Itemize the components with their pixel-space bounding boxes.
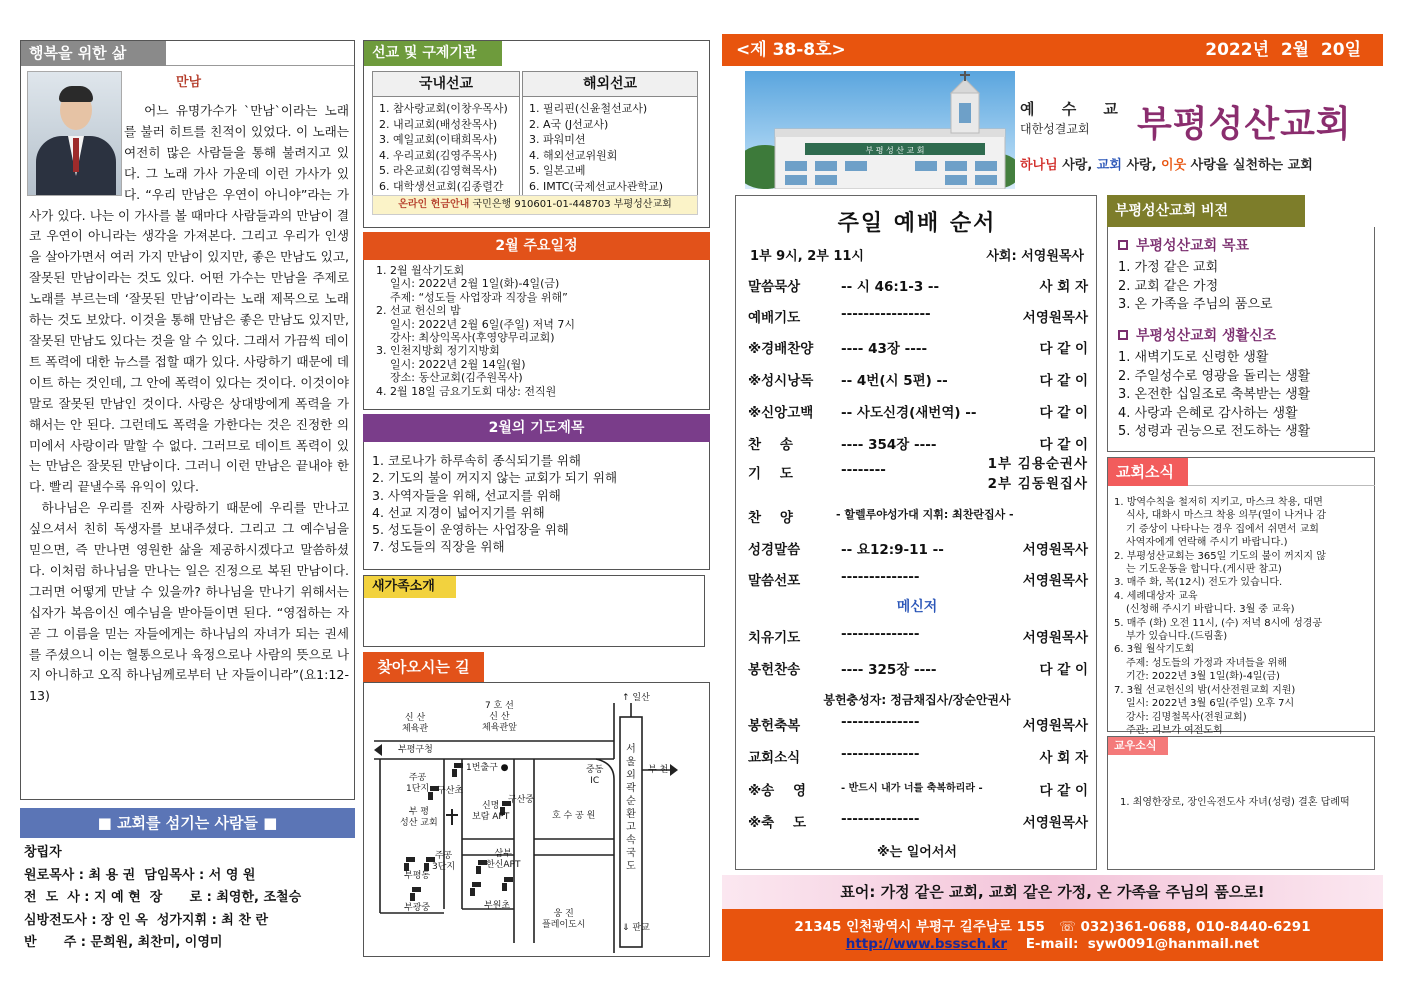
worship-item-name: ※축 도 xyxy=(748,815,807,831)
schedule-line: 일시: 2022년 2월 6일(주일) 저녁 7시 xyxy=(390,317,576,331)
worship-item-name: ※성시낭독 xyxy=(748,373,814,389)
vision-goal: 2. 교회 같은 가정 xyxy=(1118,278,1219,294)
church-building-photo xyxy=(745,71,1015,189)
issue-number: <제 38-8호> xyxy=(736,40,846,60)
church-name: 부평성산교회 xyxy=(1137,104,1352,145)
prayer-title: 2월의 기도제목 xyxy=(363,414,710,442)
church-news-line: 1. 방역수칙을 철저히 지키고, 마스크 착용, 대면 xyxy=(1114,497,1323,508)
motto-part: 사랑을 실천하는 교회 xyxy=(1186,158,1313,173)
worship-item-detail: -------------- xyxy=(841,714,920,730)
vision-creed: 4. 사랑과 은혜로 감사하는 생활 xyxy=(1118,405,1298,421)
map-label: 부 천 xyxy=(648,765,669,775)
vision-creed-title: 부평성산교회 생활신조 xyxy=(1118,325,1276,345)
map-label: 부평구청 xyxy=(398,745,433,755)
church-news-line: 6. 3월 월삭기도회 xyxy=(1114,644,1195,656)
motto-part: 교회 xyxy=(1096,158,1122,173)
worship-item-detail: ---- 354장 ---- xyxy=(841,437,937,453)
footer xyxy=(722,909,1383,961)
worship-item-name: 예배기도 xyxy=(748,310,801,326)
worship-item-leader: 사 회 자 xyxy=(1039,279,1088,295)
church-news-line: (신청해 주시기 바랍니다. 3월 중 교육) xyxy=(1126,604,1295,616)
schedule-title: 2월 주요일정 xyxy=(363,232,710,260)
prayer-item: 3. 사역자들을 위해, 선교지를 위해 xyxy=(372,487,561,503)
issue-bar xyxy=(722,34,1383,66)
worship-item-name: 봉헌축복 xyxy=(748,718,801,734)
mission-item: 6. IMTC(국제선교사관학교) xyxy=(529,179,664,193)
worship-item-leader: 서영원목사 xyxy=(1022,815,1088,831)
denomination-line1: 예 수 교 xyxy=(1020,100,1129,118)
worship-item-detail: ---------------- xyxy=(841,306,931,322)
worship-item-detail: ---- 325장 ---- xyxy=(841,662,937,678)
worship-item-leader: 다 같 이 xyxy=(1039,437,1088,453)
essay-paragraph: 하나님은 우리를 진짜 사랑하기 때문에 우리를 만나고 싶으셔서 친히 독생자를 보내주셨다. 그리고 그 예수님을 믿으면, 즉 만나면 영원한 삶을 제공하시겠다고 말씀하셨다. 이처럼 하나님을 만나는 일은 진정으로 복된 만남이다. 그러면 어떻게 만날 수 있을까? 하나님을 만나기 위해서는 십자가 복음이신 예수님을 받아들이면 된다. “영접하는 자 곧 그 이름을 믿는 자들에게는 하나님의 자녀가 되는 권세를 주셨으니 이는 혈통으로나 육정으로나 사람의 뜻으로 나지 아니하고 오직 하나님께로부터 난 자들이니라”(요1:12-13) xyxy=(29,500,349,704)
mission-item: 5. 라온교회(김영혁목사) xyxy=(379,164,498,177)
church-news-line: 3. 매주 화, 목(12시) 전도가 있습니다. xyxy=(1114,577,1283,589)
map-label: 부평동 xyxy=(404,871,431,881)
worship-item-leader: 1부 김용순권사 2부 김동원집사 xyxy=(987,456,1088,492)
new-family-title: 새가족소개 xyxy=(364,576,456,598)
vision-creed: 5. 성령과 권능으로 전도하는 생활 xyxy=(1118,424,1311,439)
map-label: 웅 진 플레이도시 xyxy=(542,909,586,930)
mission-item: 1. 필리핀(신윤철선교사) xyxy=(529,102,648,115)
member-news-item: 1. 최영한장로, 장인옥전도사 자녀(성령) 결혼 답례떡 xyxy=(1120,797,1350,808)
mission-section xyxy=(363,40,710,228)
prayer-item: 7. 성도들의 직장을 위해 xyxy=(372,539,505,555)
map-label: 부 평 성산 교회 xyxy=(400,807,438,828)
motto-part: 이웃 xyxy=(1161,158,1187,173)
worship-item-detail: -- 4번(시 5편) -- xyxy=(841,373,948,389)
church-news-line: 주제: 성도들의 가정과 자녀들을 위해 xyxy=(1126,657,1287,669)
worship-item-detail: -------- xyxy=(841,462,886,478)
mission-item: 1. 참사랑교회(이창우목사) xyxy=(379,102,508,115)
motto-part: 사랑, xyxy=(1057,158,1097,173)
worship-item-detail: -- 시 46:1-3 -- xyxy=(841,279,940,295)
mission-domestic-title: 국내선교 xyxy=(373,72,519,97)
map-label: 호 수 공 원 xyxy=(552,811,596,821)
standing-note: ※는 일어서서 xyxy=(877,845,957,860)
worship-item-detail: -- 사도신경(새번역) -- xyxy=(841,405,977,421)
map-label: 1번출구 ● xyxy=(466,763,509,773)
offering-servers: 봉헌충성자: 정금채집사/장순안권사 xyxy=(823,693,1011,707)
worship-item-leader: 서영원목사 xyxy=(1022,310,1088,326)
church-news-line: 2. 부평성산교회는 365일 기도의 불이 꺼지지 않 xyxy=(1114,550,1326,562)
map-label-highway: 서울외곽순환고속국도 xyxy=(626,744,636,872)
church-news-line: 사역자에게 연락해 주시기 바랍니다.) xyxy=(1126,537,1288,549)
worship-item-name: 말씀선포 xyxy=(748,573,801,589)
worship-item-name: 교회소식 xyxy=(748,750,801,766)
map-label: 7 호 선 신 산 체육관앞 xyxy=(482,701,517,733)
issue-date: 2022년 2월 20일 xyxy=(1205,40,1361,60)
worship-times: 1부 9시, 2부 11시 xyxy=(750,249,864,264)
church-news-line: 일시: 2022년 3월 6일(주일) 오후 7시 xyxy=(1126,698,1295,710)
directions-title: 찾아오시는 길 xyxy=(363,652,484,682)
vision-goal: 3. 온 가족을 주님의 품으로 xyxy=(1118,297,1273,312)
map-label: 부광중 xyxy=(404,903,431,913)
worship-item-name: ※송 영 xyxy=(748,783,807,799)
essay-title-rule xyxy=(166,41,355,66)
worship-item-name: 찬 양 xyxy=(748,510,793,526)
mission-title: 선교 및 구제기관 xyxy=(364,41,502,66)
church-news-line: 4. 세례대상자 교육 xyxy=(1114,590,1198,602)
mission-item: 4. 우리교회(김영주목사) xyxy=(379,148,498,162)
schedule-list xyxy=(363,260,710,410)
schedule-line: 장소: 동산교회(김주원목사) xyxy=(390,371,523,385)
worship-item-name: 기 도 xyxy=(748,466,793,482)
vision-creed-list xyxy=(1118,349,1310,442)
essay-subtitle: 만남 xyxy=(175,75,202,90)
online-offering-label: 온라인 헌금안내 xyxy=(398,199,470,210)
worship-item-detail: -------------- xyxy=(841,811,920,827)
essay-paragraph: 어느 유명가수가 `만남`이라는 노래를 불러 히트를 친적이 있었다. 이 노래는 여전히 많은 사람들을 통해 불려지고 있다. 그 노래 가사 가운데 이런 가사가 있다. “우리 만남은 우연이 아니야”라는 가사가 있다. 나는 이 가사를 볼 때마다 사람들과의 만남이 결코 우연이 아니라는 생각을 가져본다. 그리고 우리가 인생을 살아가면서 여러 가지 만남이 있지만, 좋은 만남도 있고, 잘못된 만남이라는 것도 있다. 어떤 가수는 만남을 주제로 노래를 부르는데 ‘잘못된 만남’이라는 노래 제목으로 노래하는 것도 보았다. 이것을 통해 만남은 좋은 만남도 있지만, 잘못된 만남도 있다는 것을 알 수 있다. 그래서 가끔씩 데이트 폭력에 대한 뉴스를 접할 때가 있다. 사랑하기 때문에 데이트 하는 것인데, 그 안에 폭력이 있다는 것이다. 이것이야 말로 잘못된 만남인 것이다. 사랑은 상대방에게 폭력을 가해서는 안 된다. 그런데도 폭력을 가한다는 것은 진정한 의미에서 사랑이라 말할 수 없다. 그러므로 데이트 폭력이 있는 만남은 잘못된 만남이다. 그러니 이런 만남은 끝내야 한다. 빨리 끝낼수록 유익이 있다. xyxy=(29,103,349,495)
worship-title: 주일 예배 순서 xyxy=(837,211,997,236)
map-label: 신 산 체육관 xyxy=(402,713,429,734)
church-news-section xyxy=(1107,457,1375,736)
worship-item-name: 봉헌찬송 xyxy=(748,662,801,678)
worship-item-leader: 다 같 이 xyxy=(1039,783,1088,799)
schedule-line: 일시: 2022년 2월 1일(화)-4일(금) xyxy=(390,277,560,291)
new-family-section xyxy=(363,575,705,647)
church-news-line: 주관: 리브가 여전도회 xyxy=(1126,724,1223,736)
worship-item-leader: 서영원목사 xyxy=(1022,630,1088,646)
mission-item: 2. 내리교회(배성찬목사) xyxy=(379,117,498,131)
footer-links xyxy=(722,936,1383,952)
motto-part: 사랑, xyxy=(1121,158,1162,173)
email-address: E-mail: syw0091@hanmail.net xyxy=(1025,936,1260,952)
worship-item-leader: 서영원목사 xyxy=(1022,573,1088,589)
mission-item: 2. A국 (J선교사) xyxy=(529,117,609,131)
vision-creed: 1. 새벽기도로 신령한 생활 xyxy=(1118,350,1269,365)
online-offering-account: 국민은행 910601-01-448703 부평성산교회 xyxy=(472,199,672,210)
essay-body xyxy=(29,101,349,707)
worship-item-detail: - 할렐루야성가대 지휘: 최찬란집사 - xyxy=(836,508,1014,521)
map-label: 주공 1단지 xyxy=(406,773,430,794)
schedule-line: 일시: 2022년 2월 14일(월) xyxy=(390,357,526,371)
schedule-line: 3. 인천지방회 정기지방회 xyxy=(376,344,500,358)
worship-order xyxy=(735,195,1097,870)
online-offering-info xyxy=(372,195,698,215)
vision-goal: 1. 가정 같은 교회 xyxy=(1118,260,1219,275)
map-label: 중동 IC xyxy=(586,765,604,786)
church-news-line: 강사: 김명철목사(전원교회) xyxy=(1126,711,1247,723)
worship-item-leader: 서영원목사 xyxy=(1022,718,1088,734)
map-label: 신명 보람 APT xyxy=(472,801,510,822)
map-label: ↑ 일산 xyxy=(622,693,650,703)
worship-presider: 사회: 서영원목사 xyxy=(986,249,1084,264)
vision-creed: 3. 온전한 십일조로 축복받는 생활 xyxy=(1118,387,1311,402)
church-news-line: 기간: 2022년 3월 1일(화)-4일(금) xyxy=(1126,671,1280,683)
map-label: 주공 3단지 xyxy=(432,851,456,872)
worship-item-detail: -- 요12:9-11 -- xyxy=(841,542,944,558)
worship-item-leader: 사 회 자 xyxy=(1039,750,1088,766)
church-news-line: 는 기도운동을 합니다.(게시판 참고) xyxy=(1126,564,1282,576)
schedule-line: 1. 2월 월삭기도회 xyxy=(376,264,465,277)
mission-domestic xyxy=(372,71,520,215)
church-news-line: 5. 매주 (화) 오전 11시, (수) 저녁 8시에 성경공 xyxy=(1114,617,1323,629)
essay-section-title: 행복을 위한 삶 xyxy=(21,41,166,66)
church-slogan: 표어: 가정 같은 교회, 교회 같은 가정, 온 가족을 주님의 품으로! xyxy=(722,875,1383,909)
church-news-line: 식사, 대화시 마스크 착용 의무(열이 나거나 감 xyxy=(1126,510,1327,522)
prayer-item: 1. 코로나가 하루속히 종식되기를 위해 xyxy=(372,453,581,468)
worship-item-detail: -------------- xyxy=(841,746,920,762)
worship-item-name: ※경배찬양 xyxy=(748,341,814,357)
prayer-item: 4. 선교 지경이 넓어지기를 위해 xyxy=(372,504,545,520)
worship-item-leader: 서영원목사 xyxy=(1022,542,1088,558)
mission-item: 5. 일본고베 xyxy=(529,164,586,177)
footer-address: 21345 인천광역시 부평구 길주남로 155 ☏ 032)361-0688, 010-8440-6291 xyxy=(794,919,1311,935)
vision-section xyxy=(1107,227,1375,452)
prayer-list xyxy=(363,442,710,570)
servants-line: 심방전도사 : 장 인 옥 성가지휘 : 최 찬 란 xyxy=(24,912,269,928)
worship-item-name: 치유기도 xyxy=(748,630,801,646)
map-label: ⇓ 판교 xyxy=(622,923,650,933)
schedule-line: 강사: 최상익목사(후영양무리교회) xyxy=(390,331,555,345)
schedule-line: 주제: “성도들 사업장과 직장을 위해” xyxy=(390,290,568,304)
essay-section xyxy=(20,40,355,800)
church-motto xyxy=(1020,154,1313,173)
servants-line: 전 도 사 : 지 예 현 장 로 : 최영한, 조철승 xyxy=(24,890,302,905)
church-building-illustration xyxy=(745,71,1015,189)
servants-title: ■ 교회를 섬기는 사람들 ■ xyxy=(20,808,355,838)
denomination-line2: 대한성결교회 xyxy=(1020,122,1090,136)
vision-goal-list xyxy=(1118,259,1273,315)
website-link[interactable]: http://www.bsssch.kr xyxy=(845,936,1007,952)
member-news-section xyxy=(1107,736,1375,870)
servants-list xyxy=(24,842,354,955)
messenger-label: 메신저 xyxy=(896,599,938,615)
vision-title: 부평성산교회 비전 xyxy=(1107,195,1305,227)
mission-item: 3. 파워미션 xyxy=(529,133,586,146)
worship-item-detail: -------------- xyxy=(841,569,920,585)
servants-line: 창립자 xyxy=(24,845,62,860)
directions-map xyxy=(363,682,710,957)
map-label: 구산초 xyxy=(437,786,464,796)
church-news-line: 7. 3월 선교헌신의 밤(서산전원교회 지원) xyxy=(1114,684,1296,696)
worship-item-name: ※신앙고백 xyxy=(748,405,814,421)
prayer-item: 2. 기도의 불이 꺼지지 않는 교회가 되기 위해 xyxy=(372,470,618,486)
worship-item-name: 찬 송 xyxy=(748,437,793,453)
worship-item-name: 말씀묵상 xyxy=(748,279,801,295)
servants-line: 반 주 : 문희원, 최찬미, 이영미 xyxy=(24,935,223,950)
schedule-line: 4. 2월 18일 금요기도회 대상: 전직원 xyxy=(376,384,557,398)
mission-overseas-title: 해외선교 xyxy=(523,72,697,97)
worship-item-detail: -------------- xyxy=(841,626,920,642)
mission-item: 4. 해외선교위원회 xyxy=(529,148,618,162)
motto-part: 하나님 xyxy=(1020,158,1058,173)
church-news-list xyxy=(1114,496,1372,737)
map-label: 구산중 xyxy=(508,795,535,805)
vision-goal-title: 부평성산교회 목표 xyxy=(1118,235,1249,255)
map-label: 부원초 xyxy=(484,901,511,911)
prayer-item: 5. 성도들이 운영하는 사업장을 위해 xyxy=(372,522,569,538)
schedule-line: 2. 선교 헌신의 밤 xyxy=(376,304,461,318)
church-news-title: 교회소식 xyxy=(1108,458,1188,486)
worship-item-leader: 다 같 이 xyxy=(1039,373,1088,389)
member-news-title: 교우소식 xyxy=(1108,737,1168,755)
worship-item-detail: ---- 43장 ---- xyxy=(841,341,928,357)
mission-item: 6. 대학생선교회(김종렬간 xyxy=(379,179,504,193)
church-news-line: 부가 있습니다.(드림홀) xyxy=(1126,631,1228,643)
worship-item-leader: 다 같 이 xyxy=(1039,662,1088,678)
mission-item: 3. 예일교회(이태희목사) xyxy=(379,133,498,146)
vision-creed: 2. 주일성수로 영광을 돌리는 생활 xyxy=(1118,368,1311,384)
worship-item-leader: 다 같 이 xyxy=(1039,341,1088,357)
servants-line: 원로목사 : 최 용 권 담임목사 : 서 영 원 xyxy=(24,867,256,883)
worship-item-detail: - 반드시 내가 너를 축복하리라 - xyxy=(841,783,983,794)
map-label: 삼부 한신APT xyxy=(486,849,521,870)
worship-item-name: 성경말씀 xyxy=(748,542,801,558)
mission-overseas xyxy=(522,71,698,199)
church-sign: 부 평 성 산 교 회 xyxy=(865,146,925,155)
church-news-line: 기 증상이 나타나는 경우 집에서 쉬면서 교회 xyxy=(1126,523,1319,535)
worship-item-leader: 다 같 이 xyxy=(1039,405,1088,421)
